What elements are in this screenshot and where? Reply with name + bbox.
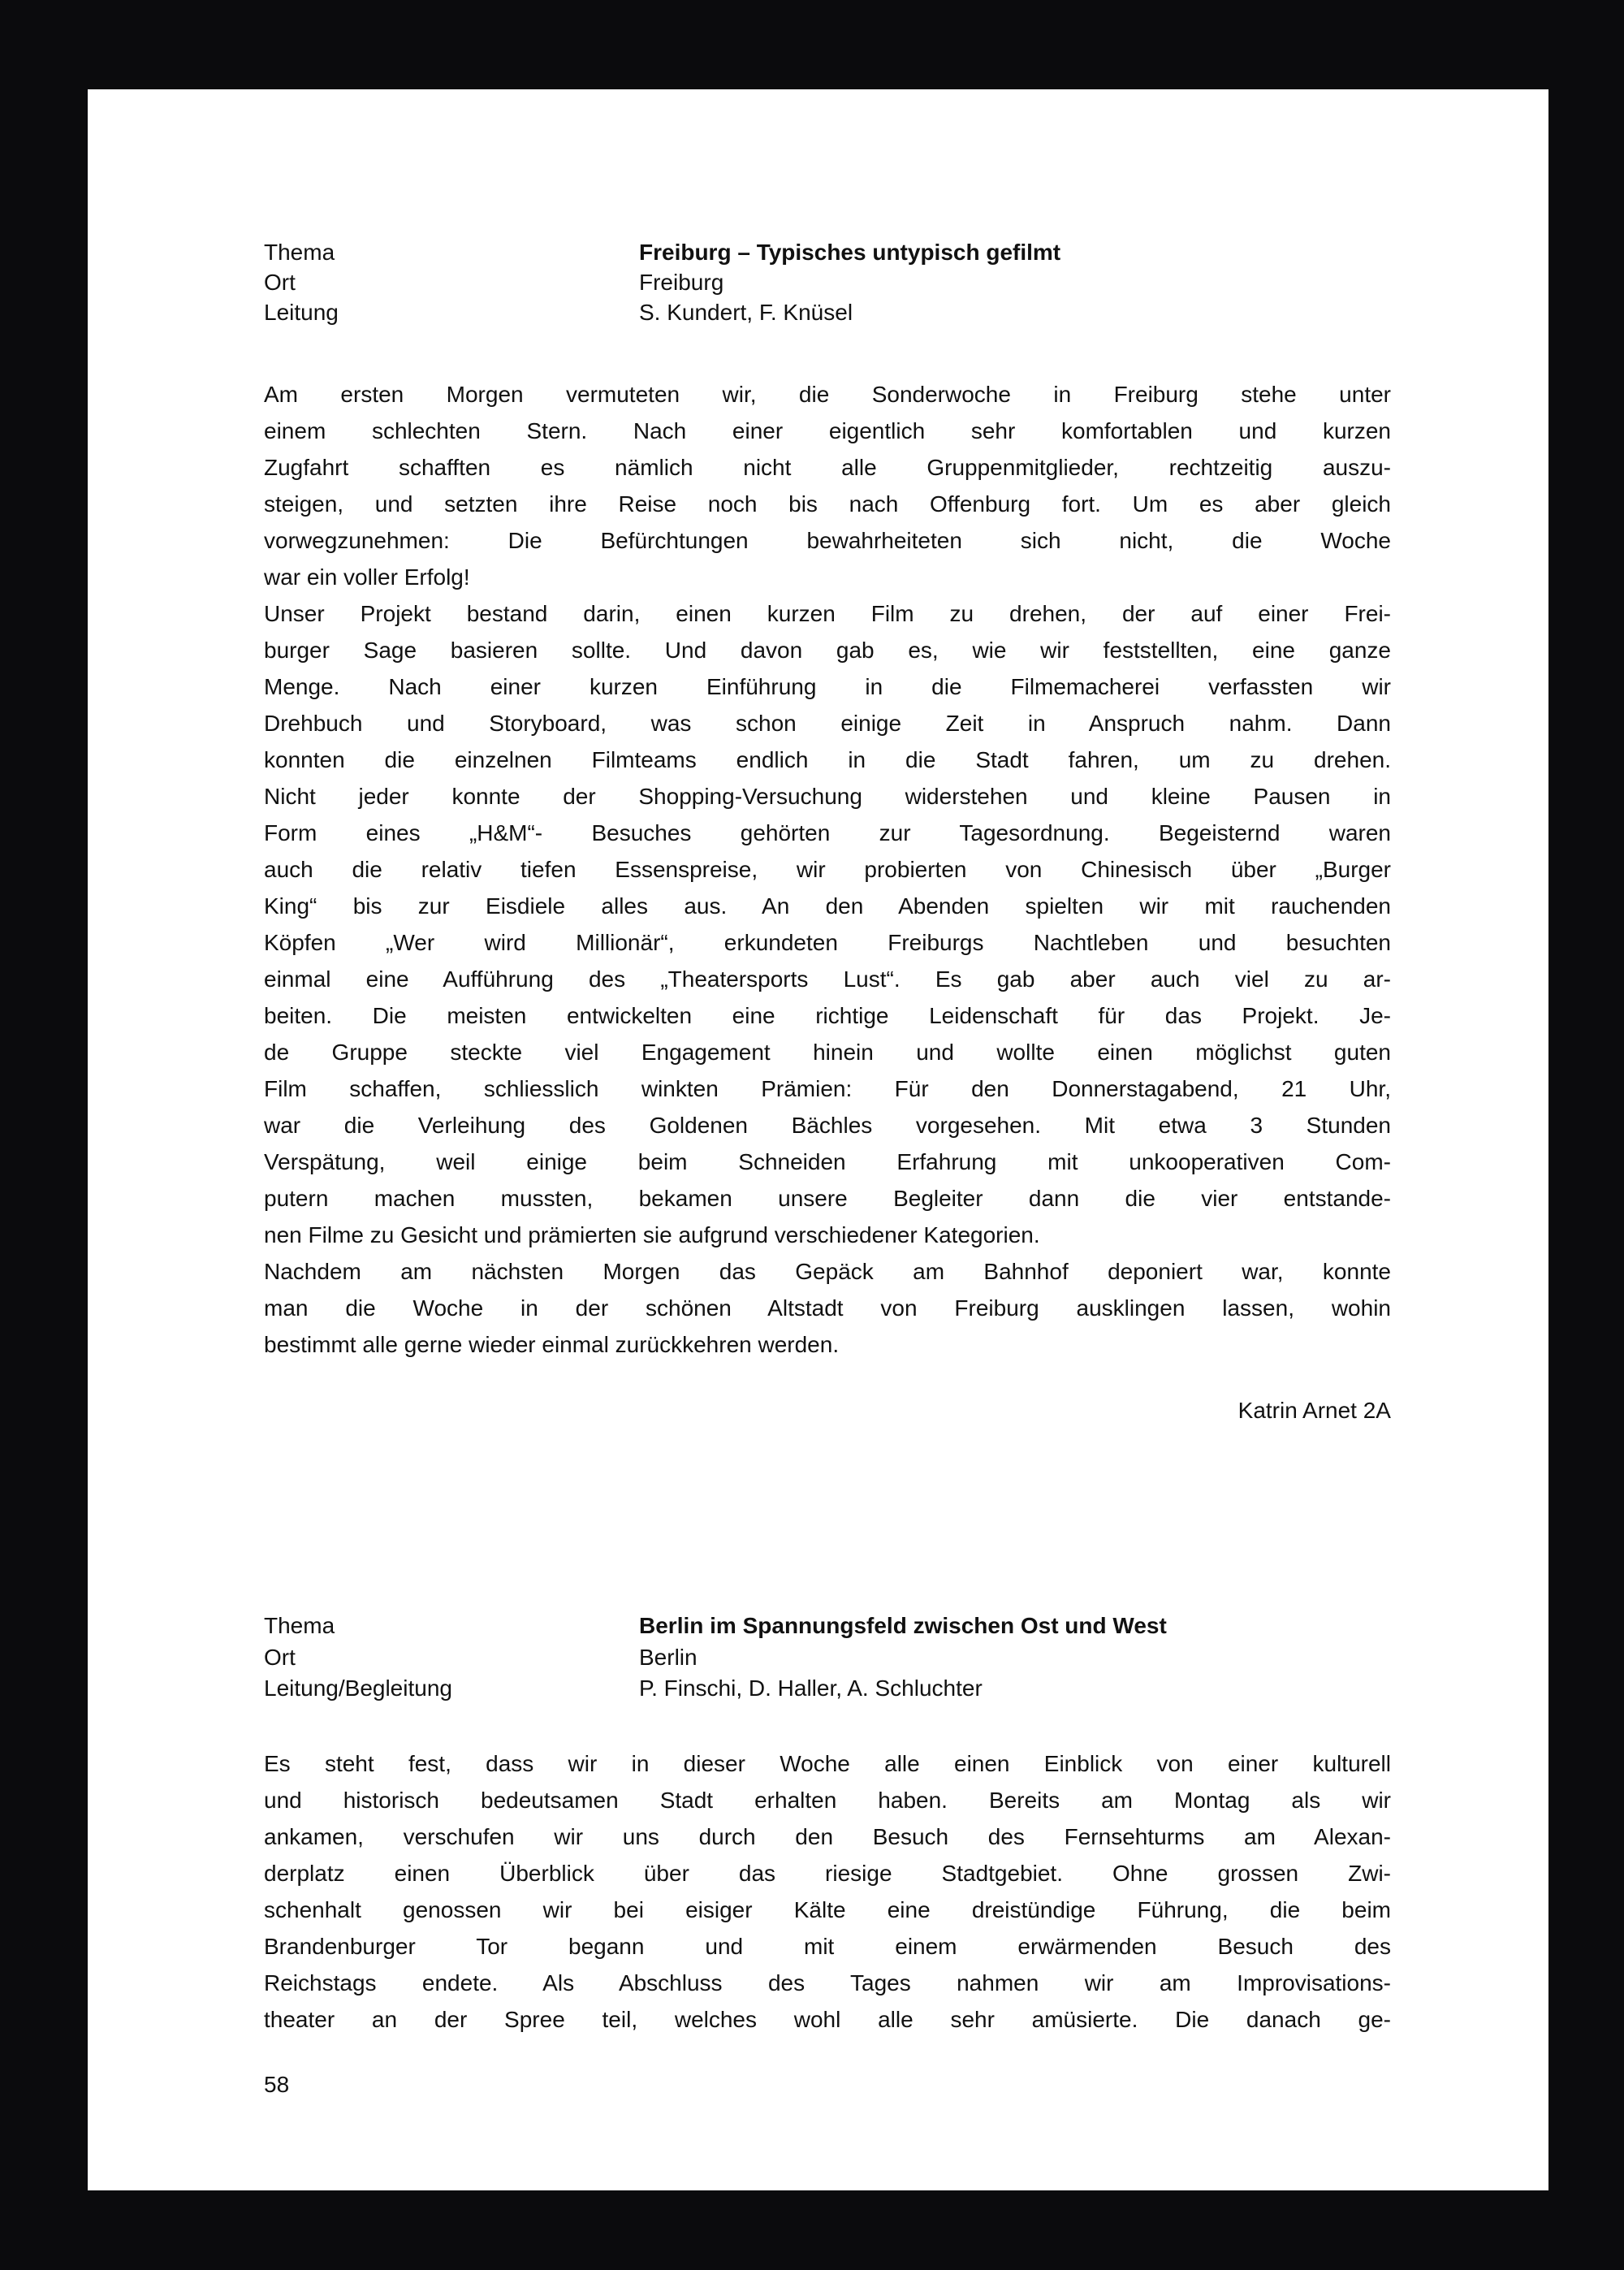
body-line: Es steht fest, dass wir in dieser Woche alle einen Einblick von einer kulturell <box>264 1751 1391 1776</box>
body-line: nen Filme zu Gesicht und prämierten sie aufgrund verschiedener Kategorien. <box>264 1222 1040 1247</box>
body-line: Reichstags endete. Als Abschluss des Tages nahmen wir am Improvisations- <box>264 1970 1391 1995</box>
body-line: war die Verleihung des Goldenen Bächles vorgesehen. Mit etwa 3 Stunden <box>264 1113 1391 1138</box>
topic-value: Freiburg – Typisches untypisch gefilmt <box>639 240 1061 265</box>
body-line: und historisch bedeutsamen Stadt erhalten haben. Bereits am Montag als wir <box>264 1788 1391 1813</box>
body-line: Unser Projekt bestand darin, einen kurzen Film zu drehen, der auf einer Frei- <box>264 601 1391 626</box>
body-line: Nachdem am nächsten Morgen das Gepäck am Bahnhof deponiert war, konnte <box>264 1259 1391 1284</box>
body-line: bestimmt alle gerne wieder einmal zurückkehren werden. <box>264 1332 840 1357</box>
body-line: Köpfen „Wer wird Millionär“, erkundeten Freiburgs Nachtleben und besuchten <box>264 930 1391 955</box>
body-line: derplatz einen Überblick über das riesige Stadtgebiet. Ohne grossen Zwi- <box>264 1861 1391 1886</box>
header-row-topic <box>264 237 1401 267</box>
topic-value: Berlin im Spannungsfeld zwischen Ost und West <box>639 1613 1167 1638</box>
topic-label: Thema <box>264 240 335 265</box>
header-row-place <box>264 267 1401 297</box>
body-line: Zugfahrt schafften es nämlich nicht alle Gruppenmitglieder, rechtzeitig auszu- <box>264 455 1391 480</box>
body-line: Drehbuch und Storyboard, was schon einige Zeit in Anspruch nahm. Dann <box>264 711 1391 736</box>
body-line: einem schlechten Stern. Nach einer eigentlich sehr komfortablen und kurzen <box>264 418 1391 443</box>
lead-value: P. Finschi, D. Haller, A. Schluchter <box>639 1675 983 1701</box>
body-line: Form eines „H&M“- Besuches gehörten zur Tagesordnung. Begeisternd waren <box>264 820 1391 845</box>
body-line: Brandenburger Tor begann und mit einem erwärmenden Besuch des <box>264 1934 1391 1959</box>
body-line: de Gruppe steckte viel Engagement hinein und wollte einen möglichst guten <box>264 1040 1391 1065</box>
body-line: putern machen mussten, bekamen unsere Begleiter dann die vier entstande- <box>264 1186 1391 1211</box>
body-line: einmal eine Aufführung des „Theatersports Lust“. Es gab aber auch viel zu ar- <box>264 966 1391 992</box>
body-line: war ein voller Erfolg! <box>264 564 470 590</box>
header-row-topic <box>264 1611 1401 1642</box>
body-line: Am ersten Morgen vermuteten wir, die Sonderwoche in Freiburg stehe unter <box>264 382 1391 407</box>
section-header-freiburg <box>264 237 1401 327</box>
header-row-lead <box>264 297 1401 327</box>
body-line: auch die relativ tiefen Essenspreise, wir probierten von Chinesisch über „Burger <box>264 857 1391 882</box>
header-row-lead <box>264 1673 1401 1705</box>
body-line: Nicht jeder konnte der Shopping-Versuchung widerstehen und kleine Pausen in <box>264 784 1391 809</box>
page-number: 58 <box>264 2072 290 2097</box>
place-value: Berlin <box>639 1644 698 1670</box>
body-line: man die Woche in der schönen Altstadt von Freiburg ausklingen lassen, wohin <box>264 1295 1391 1321</box>
body-line: Film schaffen, schliesslich winkten Prämien: Für den Donnerstagabend, 21 Uhr, <box>264 1076 1391 1101</box>
place-label: Ort <box>264 270 296 295</box>
header-row-place <box>264 1642 1401 1674</box>
section-body-freiburg <box>264 376 1391 1363</box>
body-line: King“ bis zur Eisdiele alles aus. An den Abenden spielten wir mit rauchenden <box>264 893 1391 919</box>
body-line: ankamen, verschufen wir uns durch den Besuch des Fernsehturms am Alexan- <box>264 1824 1391 1849</box>
body-line: Verspätung, weil einige beim Schneiden Erfahrung mit unkooperativen Com- <box>264 1149 1391 1174</box>
body-line: Menge. Nach einer kurzen Einführung in die Filmemacherei verfassten wir <box>264 674 1391 699</box>
lead-value: S. Kundert, F. Knüsel <box>639 300 853 325</box>
place-label: Ort <box>264 1644 296 1670</box>
body-line: theater an der Spree teil, welches wohl alle sehr amüsierte. Die danach ge- <box>264 2007 1391 2032</box>
section-body-berlin <box>264 1745 1391 2038</box>
body-line: vorwegzunehmen: Die Befürchtungen bewahrheiteten sich nicht, die Woche <box>264 528 1391 553</box>
topic-label: Thema <box>264 1613 335 1638</box>
section-header-berlin <box>264 1611 1401 1705</box>
lead-label: Leitung/Begleitung <box>264 1675 452 1701</box>
lead-label: Leitung <box>264 300 339 325</box>
body-line: steigen, und setzten ihre Reise noch bis nach Offenburg fort. Um es aber gleich <box>264 491 1391 517</box>
body-line: konnten die einzelnen Filmteams endlich in die Stadt fahren, um zu drehen. <box>264 747 1391 772</box>
body-line: schenhalt genossen wir bei eisiger Kälte eine dreistündige Führung, die beim <box>264 1897 1391 1922</box>
body-line: beiten. Die meisten entwickelten eine richtige Leidenschaft für das Projekt. Je- <box>264 1003 1391 1028</box>
author-signature: Katrin Arnet 2A <box>1237 1398 1391 1423</box>
body-line: burger Sage basieren sollte. Und davon gab es, wie wir feststellten, eine ganze <box>264 638 1391 663</box>
place-value: Freiburg <box>639 270 724 295</box>
